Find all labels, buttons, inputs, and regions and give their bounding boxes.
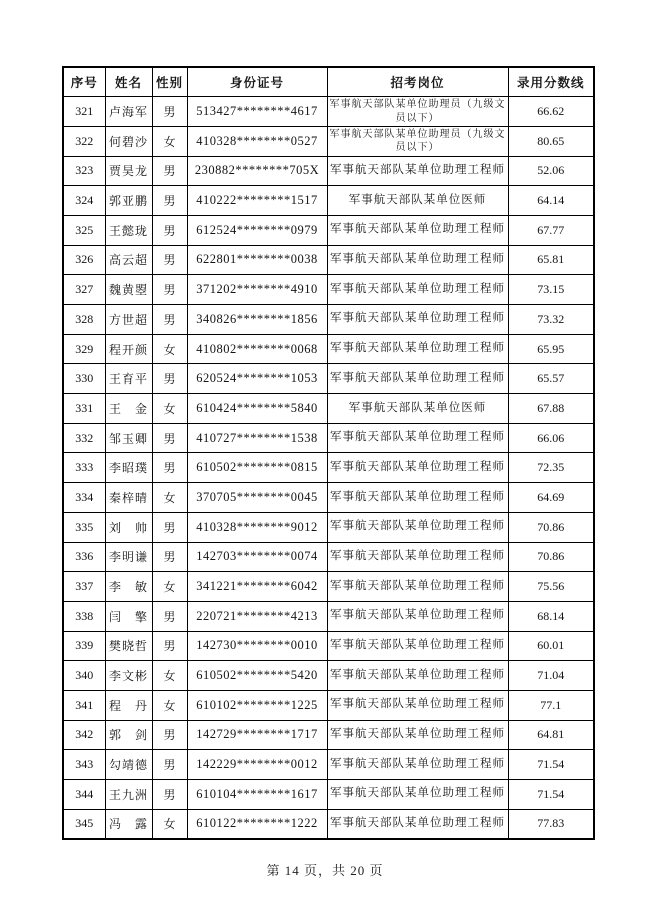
cell-id: 610102********1225 [187, 690, 327, 720]
cell-no: 340 [63, 661, 105, 691]
cell-name: 何碧沙 [105, 126, 152, 156]
cell-no: 337 [63, 572, 105, 602]
cell-score: 71.54 [508, 780, 594, 810]
column-header-score: 录用分数线 [508, 67, 594, 97]
cell-score: 52.06 [508, 156, 594, 186]
cell-position: 军事航天部队某单位助理员（九级文员以下） [327, 97, 508, 127]
cell-score: 65.81 [508, 245, 594, 275]
cell-no: 326 [63, 245, 105, 275]
cell-name: 高云超 [105, 245, 152, 275]
cell-name: 王懿珑 [105, 215, 152, 245]
cell-id: 340826********1856 [187, 305, 327, 335]
cell-id: 230882********705X [187, 156, 327, 186]
cell-name: 王 金 [105, 394, 152, 424]
cell-position: 军事航天部队某单位助理工程师 [327, 423, 508, 453]
cell-score: 75.56 [508, 572, 594, 602]
column-header-position: 招考岗位 [327, 67, 508, 97]
cell-position: 军事航天部队某单位助理工程师 [327, 809, 508, 839]
cell-no: 325 [63, 215, 105, 245]
table-row [63, 572, 594, 602]
table-row [63, 334, 594, 364]
score-table [62, 66, 595, 840]
cell-gender: 男 [152, 512, 187, 542]
table-row [63, 97, 594, 127]
cell-position: 军事航天部队某单位助理工程师 [327, 275, 508, 305]
cell-no: 331 [63, 394, 105, 424]
cell-gender: 男 [152, 275, 187, 305]
cell-id: 622801********0038 [187, 245, 327, 275]
column-header-id: 身份证号 [187, 67, 327, 97]
cell-gender: 男 [152, 156, 187, 186]
cell-score: 66.06 [508, 423, 594, 453]
table-row [63, 305, 594, 335]
cell-id: 610122********1222 [187, 809, 327, 839]
cell-no: 333 [63, 453, 105, 483]
cell-score: 67.88 [508, 394, 594, 424]
cell-no: 344 [63, 780, 105, 810]
cell-gender: 男 [152, 453, 187, 483]
cell-no: 324 [63, 186, 105, 216]
cell-id: 142729********1717 [187, 720, 327, 750]
cell-gender: 女 [152, 661, 187, 691]
table-row [63, 394, 594, 424]
cell-id: 370705********0045 [187, 483, 327, 513]
cell-no: 338 [63, 601, 105, 631]
table-row [63, 453, 594, 483]
cell-position: 军事航天部队某单位助理工程师 [327, 453, 508, 483]
cell-name: 李文彬 [105, 661, 152, 691]
cell-no: 343 [63, 750, 105, 780]
cell-id: 142730********0010 [187, 631, 327, 661]
table-header-row [63, 67, 594, 97]
cell-gender: 男 [152, 720, 187, 750]
cell-id: 220721********4213 [187, 601, 327, 631]
cell-score: 65.95 [508, 334, 594, 364]
cell-score: 66.62 [508, 97, 594, 127]
cell-position: 军事航天部队某单位助理工程师 [327, 215, 508, 245]
column-header-gender: 性别 [152, 67, 187, 97]
cell-id: 410802********0068 [187, 334, 327, 364]
cell-gender: 女 [152, 809, 187, 839]
cell-id: 410328********9012 [187, 512, 327, 542]
table-row [63, 720, 594, 750]
cell-name: 李明谦 [105, 542, 152, 572]
cell-position: 军事航天部队某单位医师 [327, 186, 508, 216]
cell-score: 64.81 [508, 720, 594, 750]
score-table-container [62, 66, 594, 840]
cell-id: 410222********1517 [187, 186, 327, 216]
cell-score: 60.01 [508, 631, 594, 661]
cell-position: 军事航天部队某单位助理工程师 [327, 334, 508, 364]
cell-id: 341221********6042 [187, 572, 327, 602]
cell-score: 67.77 [508, 215, 594, 245]
cell-position: 军事航天部队某单位助理工程师 [327, 156, 508, 186]
cell-gender: 男 [152, 631, 187, 661]
cell-no: 322 [63, 126, 105, 156]
cell-gender: 男 [152, 780, 187, 810]
cell-score: 68.14 [508, 601, 594, 631]
cell-name: 魏黄曌 [105, 275, 152, 305]
cell-no: 329 [63, 334, 105, 364]
cell-position: 军事航天部队某单位助理工程师 [327, 661, 508, 691]
cell-gender: 女 [152, 394, 187, 424]
cell-name: 贾昊龙 [105, 156, 152, 186]
cell-position: 军事航天部队某单位助理工程师 [327, 690, 508, 720]
cell-no: 339 [63, 631, 105, 661]
cell-position: 军事航天部队某单位助理工程师 [327, 364, 508, 394]
cell-gender: 男 [152, 542, 187, 572]
cell-no: 327 [63, 275, 105, 305]
cell-id: 142703********0074 [187, 542, 327, 572]
cell-position: 军事航天部队某单位助理工程师 [327, 542, 508, 572]
table-row [63, 601, 594, 631]
cell-gender: 女 [152, 483, 187, 513]
cell-score: 64.14 [508, 186, 594, 216]
table-row [63, 690, 594, 720]
cell-position: 军事航天部队某单位助理工程师 [327, 572, 508, 602]
table-row [63, 809, 594, 839]
cell-no: 345 [63, 809, 105, 839]
cell-no: 323 [63, 156, 105, 186]
cell-position: 军事航天部队某单位助理工程师 [327, 601, 508, 631]
cell-position: 军事航天部队某单位助理工程师 [327, 305, 508, 335]
cell-id: 610502********5420 [187, 661, 327, 691]
cell-gender: 男 [152, 750, 187, 780]
cell-id: 513427********4617 [187, 97, 327, 127]
column-header-no: 序号 [63, 67, 105, 97]
cell-id: 610424********5840 [187, 394, 327, 424]
cell-score: 70.86 [508, 512, 594, 542]
table-row [63, 156, 594, 186]
cell-name: 樊晓哲 [105, 631, 152, 661]
table-row [63, 780, 594, 810]
cell-no: 321 [63, 97, 105, 127]
cell-score: 71.54 [508, 750, 594, 780]
cell-gender: 女 [152, 572, 187, 602]
table-row [63, 750, 594, 780]
cell-score: 80.65 [508, 126, 594, 156]
cell-gender: 男 [152, 97, 187, 127]
cell-id: 410328********0527 [187, 126, 327, 156]
cell-gender: 女 [152, 334, 187, 364]
cell-name: 勾靖德 [105, 750, 152, 780]
cell-name: 王九洲 [105, 780, 152, 810]
cell-no: 328 [63, 305, 105, 335]
cell-no: 336 [63, 542, 105, 572]
column-header-name: 姓名 [105, 67, 152, 97]
cell-no: 330 [63, 364, 105, 394]
table-row [63, 631, 594, 661]
page-footer: 第 14 页，共 20 页 [266, 863, 384, 878]
cell-gender: 男 [152, 364, 187, 394]
cell-score: 73.15 [508, 275, 594, 305]
cell-id: 610104********1617 [187, 780, 327, 810]
cell-score: 65.57 [508, 364, 594, 394]
cell-name: 刘 帅 [105, 512, 152, 542]
cell-no: 334 [63, 483, 105, 513]
cell-gender: 女 [152, 690, 187, 720]
cell-name: 郭亚鹏 [105, 186, 152, 216]
table-row [63, 215, 594, 245]
cell-position: 军事航天部队某单位助理员（九级文员以下） [327, 126, 508, 156]
cell-gender: 女 [152, 126, 187, 156]
cell-id: 410727********1538 [187, 423, 327, 453]
table-row [63, 661, 594, 691]
cell-score: 70.86 [508, 542, 594, 572]
cell-gender: 男 [152, 601, 187, 631]
cell-position: 军事航天部队某单位医师 [327, 394, 508, 424]
cell-score: 64.69 [508, 483, 594, 513]
table-row [63, 423, 594, 453]
table-row [63, 483, 594, 513]
cell-name: 李 敏 [105, 572, 152, 602]
cell-name: 李昭璞 [105, 453, 152, 483]
cell-position: 军事航天部队某单位助理工程师 [327, 483, 508, 513]
cell-score: 73.32 [508, 305, 594, 335]
cell-gender: 男 [152, 245, 187, 275]
cell-no: 342 [63, 720, 105, 750]
cell-position: 军事航天部队某单位助理工程师 [327, 720, 508, 750]
cell-name: 王育平 [105, 364, 152, 394]
cell-score: 77.1 [508, 690, 594, 720]
cell-no: 335 [63, 512, 105, 542]
table-row [63, 364, 594, 394]
cell-name: 郭 剑 [105, 720, 152, 750]
cell-no: 341 [63, 690, 105, 720]
cell-name: 闫 擎 [105, 601, 152, 631]
table-row [63, 275, 594, 305]
cell-id: 371202********4910 [187, 275, 327, 305]
table-row [63, 245, 594, 275]
cell-score: 72.35 [508, 453, 594, 483]
cell-position: 军事航天部队某单位助理工程师 [327, 780, 508, 810]
cell-name: 卢海军 [105, 97, 152, 127]
cell-id: 620524********1053 [187, 364, 327, 394]
cell-position: 军事航天部队某单位助理工程师 [327, 512, 508, 542]
cell-name: 秦梓晴 [105, 483, 152, 513]
cell-gender: 男 [152, 186, 187, 216]
table-body [63, 97, 594, 839]
cell-name: 程 丹 [105, 690, 152, 720]
cell-position: 军事航天部队某单位助理工程师 [327, 750, 508, 780]
cell-name: 冯 露 [105, 809, 152, 839]
cell-no: 332 [63, 423, 105, 453]
table-row [63, 542, 594, 572]
cell-id: 612524********0979 [187, 215, 327, 245]
cell-name: 程开颜 [105, 334, 152, 364]
cell-gender: 男 [152, 215, 187, 245]
table-row [63, 512, 594, 542]
cell-gender: 男 [152, 305, 187, 335]
cell-id: 610502********0815 [187, 453, 327, 483]
cell-position: 军事航天部队某单位助理工程师 [327, 631, 508, 661]
cell-name: 方世超 [105, 305, 152, 335]
cell-score: 71.04 [508, 661, 594, 691]
cell-id: 142229********0012 [187, 750, 327, 780]
cell-gender: 男 [152, 423, 187, 453]
cell-position: 军事航天部队某单位助理工程师 [327, 245, 508, 275]
table-row [63, 126, 594, 156]
cell-score: 77.83 [508, 809, 594, 839]
table-row [63, 186, 594, 216]
cell-name: 邹玉卿 [105, 423, 152, 453]
